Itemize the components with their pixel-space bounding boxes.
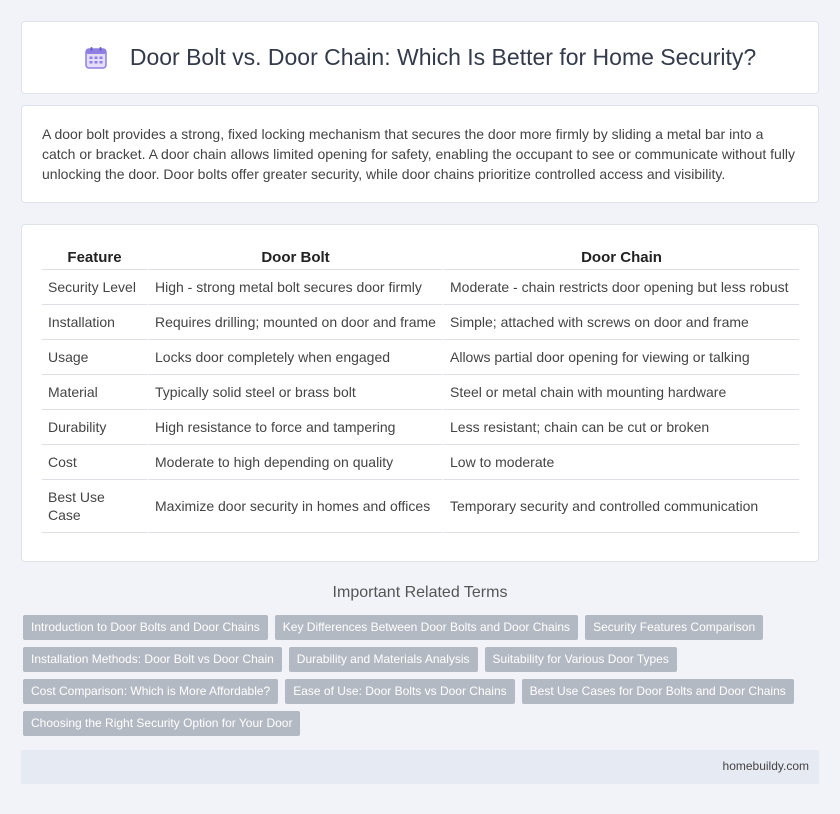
footer	[21, 750, 819, 784]
feature-cell: Cost	[42, 445, 147, 480]
footer-site-link[interactable]: homebuildy.com	[722, 759, 809, 773]
related-term-tag[interactable]: Key Differences Between Door Bolts and Door Chains	[275, 615, 578, 640]
table-row	[42, 410, 799, 445]
door-bolt-cell: High - strong metal bolt secures door firmly	[147, 270, 442, 305]
intro-paragraph: A door bolt provides a strong, fixed locking mechanism that secures the door more firmly by sliding a metal bar into a catch or bracket. A door chain allows limited opening for safety, enabling the occupant to see or communicate without fully unlocking the door. Door bolts offer greater security, while door chains prioritize controlled access and visibility.	[42, 126, 796, 182]
title-card	[21, 21, 819, 94]
door-chain-cell: Less resistant; chain can be cut or broken	[442, 410, 799, 445]
door-bolt-cell: Maximize door security in homes and offices	[147, 480, 442, 533]
related-term-tag[interactable]: Choosing the Right Security Option for Your Door	[23, 711, 300, 736]
calendar-icon	[84, 46, 108, 70]
related-term-tag[interactable]: Durability and Materials Analysis	[289, 647, 478, 672]
table-row	[42, 270, 799, 305]
door-chain-cell: Low to moderate	[442, 445, 799, 480]
related-term-tag[interactable]: Cost Comparison: Which is More Affordable?	[23, 679, 278, 704]
comparison-table-card	[21, 224, 819, 562]
page-title: Door Bolt vs. Door Chain: Which Is Better for Home Security?	[129, 44, 757, 70]
column-header-door-chain: Door Chain	[442, 243, 799, 270]
table-header-row	[42, 243, 799, 270]
door-chain-cell: Simple; attached with screws on door and frame	[442, 305, 799, 340]
table-row	[42, 445, 799, 480]
related-terms-heading: Important Related Terms	[332, 584, 508, 601]
feature-cell: Best Use Case	[42, 480, 147, 533]
feature-cell: Security Level	[42, 270, 147, 305]
table-row	[42, 340, 799, 375]
door-bolt-cell: Moderate to high depending on quality	[147, 445, 442, 480]
table-row	[42, 480, 799, 533]
table-row	[42, 375, 799, 410]
feature-cell: Usage	[42, 340, 147, 375]
door-chain-cell: Moderate - chain restricts door opening but less robust	[442, 270, 799, 305]
door-bolt-cell: Typically solid steel or brass bolt	[147, 375, 442, 410]
column-header-door-bolt: Door Bolt	[147, 243, 442, 270]
related-term-tag[interactable]: Best Use Cases for Door Bolts and Door Chains	[522, 679, 794, 704]
related-term-tag[interactable]: Installation Methods: Door Bolt vs Door Chain	[23, 647, 282, 672]
column-header-feature: Feature	[42, 243, 147, 270]
related-term-tag[interactable]: Security Features Comparison	[585, 615, 763, 640]
intro-card	[21, 105, 819, 203]
comparison-table	[42, 243, 799, 533]
door-chain-cell: Temporary security and controlled communication	[442, 480, 799, 533]
title-row	[22, 44, 818, 71]
feature-cell: Durability	[42, 410, 147, 445]
feature-cell: Material	[42, 375, 147, 410]
door-chain-cell: Steel or metal chain with mounting hardware	[442, 375, 799, 410]
door-bolt-cell: Requires drilling; mounted on door and frame	[147, 305, 442, 340]
related-term-tag[interactable]: Ease of Use: Door Bolts vs Door Chains	[285, 679, 514, 704]
related-term-tag[interactable]: Introduction to Door Bolts and Door Chains	[23, 615, 268, 640]
door-chain-cell: Allows partial door opening for viewing or talking	[442, 340, 799, 375]
feature-cell: Installation	[42, 305, 147, 340]
table-row	[42, 305, 799, 340]
related-terms-list	[23, 615, 813, 743]
related-term-tag[interactable]: Suitability for Various Door Types	[485, 647, 677, 672]
door-bolt-cell: High resistance to force and tampering	[147, 410, 442, 445]
door-bolt-cell: Locks door completely when engaged	[147, 340, 442, 375]
